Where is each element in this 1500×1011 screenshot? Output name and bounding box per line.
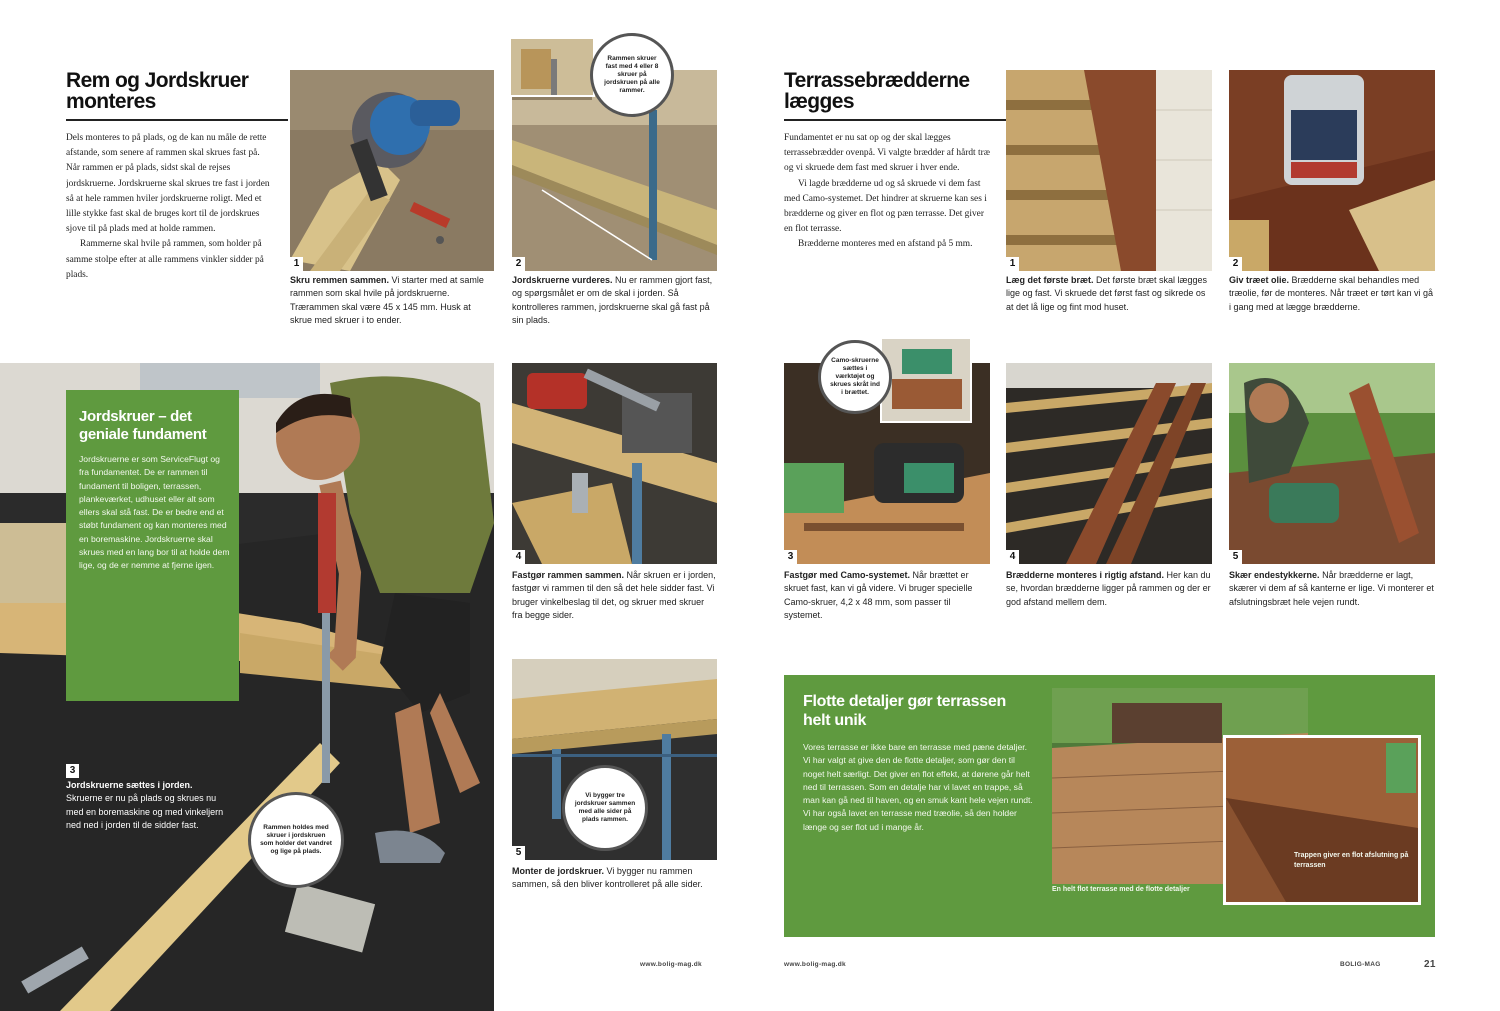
left-caption-4 bbox=[512, 569, 717, 649]
photo-first-board bbox=[1006, 70, 1212, 271]
step-number-badge: 1 bbox=[290, 257, 303, 271]
photo-wood-oil bbox=[1229, 70, 1435, 271]
speech-bubble-frame: Vi bygger tre jordskruer sammen med alle sider på plads rammen. bbox=[562, 765, 648, 851]
green-box-details bbox=[784, 675, 1435, 937]
left-caption-3 bbox=[66, 779, 226, 875]
photo-boards-spacing bbox=[1006, 363, 1212, 564]
caption-text: Vi starter med at samle rammen som skal hvile på jordskruerne. Trærammen skal være 45 x 145 mm. Husk at skrue med skruer i to ender. bbox=[290, 275, 484, 326]
left-body-text bbox=[66, 131, 270, 346]
caption-heading: Skær endestykkerne. bbox=[1229, 570, 1320, 580]
step-number-badge: 4 bbox=[512, 550, 525, 564]
left-caption-1 bbox=[290, 274, 494, 346]
caption-text: Når brættet er skruet fast, kan vi gå videre. Vi bruger specielle Camo-skruer, 4,2 x 48 mm, som passer til systemet. bbox=[784, 570, 973, 621]
green-box-text: Vores terrasse er ikke bare en terrasse med pæne detaljer. Vi har valgt at give den de flotte detaljer, som gør den til noget helt særligt. Det giver en flot effekt, at dørene går helt ned til terrassen. Som en detalje har vi lavet en trappe, så man kan gå ned til haven, og en smuk kant hele vejen rundt. Vi har også lavet en terrasse med træolie, så den holder længe og ser flot ud i mange år. bbox=[803, 742, 1033, 832]
caption-heading: Skru remmen sammen. bbox=[290, 275, 390, 285]
caption-heading: Jordskruerne sættes i jorden. bbox=[66, 780, 193, 790]
caption-text: Det første bræt skal lægges lige og fast. Vi skruede det først fast og sikrede os at det lå lige og fint mod huset. bbox=[1006, 275, 1208, 312]
left-body-paragraph-1: Dels monteres to på plads, og de kan nu måle de rette afstande, som senere af rammen skal skrues fast på. Når rammen er på plads, sidst skal de rejses jordskruerne. Jordskruerne skal skrues tre fast i jorden så at hele rammen hviler jordskruerne roligt. Med et lille stykke fast skal de bruges kort til de jordskrues sjove til på plads med at holde rammen. bbox=[66, 133, 270, 235]
right-body-text bbox=[784, 131, 990, 321]
right-footer-url: www.bolig-mag.dk bbox=[784, 961, 846, 968]
green-box-title: Flotte detaljer gør terrassen helt unik bbox=[803, 693, 1006, 729]
step-number-badge: 1 bbox=[1006, 257, 1019, 271]
step-number-badge: 5 bbox=[512, 846, 525, 860]
right-title-rule bbox=[784, 119, 1006, 121]
right-footer-magazine: BOLIG-MAG bbox=[1340, 961, 1381, 968]
green-box-photo-caption-1: En helt flot terrasse med de flotte detaljer bbox=[1052, 886, 1190, 893]
photo-circular-saw bbox=[290, 70, 494, 271]
step-number-badge: 5 bbox=[1229, 550, 1242, 564]
speech-bubble-camo: Camo-skruerne sættes i værktøjet og skrues skråt ind i brættet. bbox=[818, 340, 892, 414]
photo-terrace-steps bbox=[1223, 735, 1421, 905]
left-caption-5 bbox=[512, 865, 717, 915]
right-body-paragraph-1: Fundamentet er nu sat op og der skal lægges terrassebrædder ovenpå. Vi valgte brædder af hårdt træ og vi skruede dem fast med skruer i hver ende. bbox=[784, 133, 990, 174]
caption-text: Her kan du se, hvordan brædderne ligger på rammen og der er god afstand mellem dem. bbox=[1006, 570, 1211, 607]
right-caption-2 bbox=[1229, 274, 1435, 346]
caption-text: Vi bygger nu rammen sammen, så den bliver kontrolleret på alle sider. bbox=[512, 866, 703, 890]
step-number-badge: 4 bbox=[1006, 550, 1019, 564]
right-page-title: Terrassebrædderne lægges bbox=[784, 69, 970, 113]
caption-heading: Fastgør med Camo-systemet. bbox=[784, 570, 911, 580]
inset-photo-camo bbox=[880, 337, 972, 423]
right-body-paragraph-2: Vi lagde brædderne ud og så skruede vi dem fast med Camo-systemet. Det hindrer at skruerne kan ses i brædderne og giver en flot og pæn terrasse. Det giver en flot terrasse. bbox=[784, 178, 987, 235]
green-box-text: Jordskruerne er som ServiceFlugt og fra fundamentet. De er rammen til fundament til boligen, terrassen, plankeværket, udhuset eller alt som ellers skal stå fast. De er bedre end et støbt fundament og kan monteres med en boremaskine. Jordskruerne skal skrues med en lang bor til at holde dem lige, og de er nemme at fjerne igen. bbox=[79, 454, 230, 571]
right-caption-5 bbox=[1229, 569, 1435, 649]
left-footer-url: www.bolig-mag.dk bbox=[640, 961, 702, 968]
caption-text: Nu er rammen gjort fast, og spørgsmålet er om de skal i jorden. Så kontrolleres rammen, jordskruerne skal gå fast på sin plads. bbox=[512, 275, 713, 326]
green-box-title: Jordskruer – det geniale fundament bbox=[79, 408, 207, 443]
caption-text: Når skruen er i jorden, fastgør vi rammen til den så det hele sidder fast. Vi bruger vinkelbeslag til det, og skruer med skruer fra begge sider. bbox=[512, 570, 716, 621]
speech-bubble-drill: Rammen holdes med skruer i jordskruen som holder det vandret og lige på plads. bbox=[248, 792, 344, 888]
photo-cutting-ends bbox=[1229, 363, 1435, 564]
right-caption-4 bbox=[1006, 569, 1212, 641]
step-number-badge: 2 bbox=[512, 257, 525, 271]
caption-heading: Jordskruerne vurderes. bbox=[512, 275, 613, 285]
left-caption-2 bbox=[512, 274, 717, 346]
right-caption-1 bbox=[1006, 274, 1212, 346]
inset-photo-bracket bbox=[509, 37, 595, 97]
left-body-paragraph-2: Rammerne skal hvile på rammen, som holder på samme stolpe efter at alle rammens vinkler sidder på plads. bbox=[66, 239, 264, 280]
photo-bracket-fastening bbox=[512, 363, 717, 564]
caption-heading: Brædderne monteres i rigtig afstand. bbox=[1006, 570, 1165, 580]
caption-text: Når brædderne er lagt, skærer vi dem af så kanterne er lige. Vi monterer et afslutningsbræt hele vejen rundt. bbox=[1229, 570, 1434, 607]
left-title-rule bbox=[66, 119, 288, 121]
caption-heading: Læg det første bræt. bbox=[1006, 275, 1094, 285]
caption-heading: Giv træet olie. bbox=[1229, 275, 1290, 285]
step-number-badge: 3 bbox=[66, 764, 79, 778]
step-number-badge: 3 bbox=[784, 550, 797, 564]
caption-text: Skruerne er nu på plads og skrues nu med en boremaskine og med vinkeljern ned ned i jorden til de sidder fast. bbox=[66, 793, 224, 831]
step-number-badge: 2 bbox=[1229, 257, 1242, 271]
green-box-photo-caption-2: Trappen giver en flot afslutning på terrassen bbox=[1294, 852, 1409, 869]
green-box-ground-screws bbox=[66, 390, 239, 701]
caption-heading: Monter de jordskruer. bbox=[512, 866, 605, 876]
right-caption-3 bbox=[784, 569, 990, 641]
page-number: 21 bbox=[1424, 959, 1436, 970]
speech-bubble-top: Rammen skruer fast med 4 eller 8 skruer på jordskruen på alle rammer. bbox=[590, 33, 674, 117]
caption-text: Brædderne skal behandles med træolie, før de monteres. Når træet er tørt kan vi gå i gang med at lægge brædderne. bbox=[1229, 275, 1434, 312]
left-page-title: Rem og Jordskruer monteres bbox=[66, 69, 249, 113]
caption-heading: Fastgør rammen sammen. bbox=[512, 570, 625, 580]
right-body-paragraph-3: Brædderne monteres med en afstand på 5 mm. bbox=[798, 239, 973, 250]
